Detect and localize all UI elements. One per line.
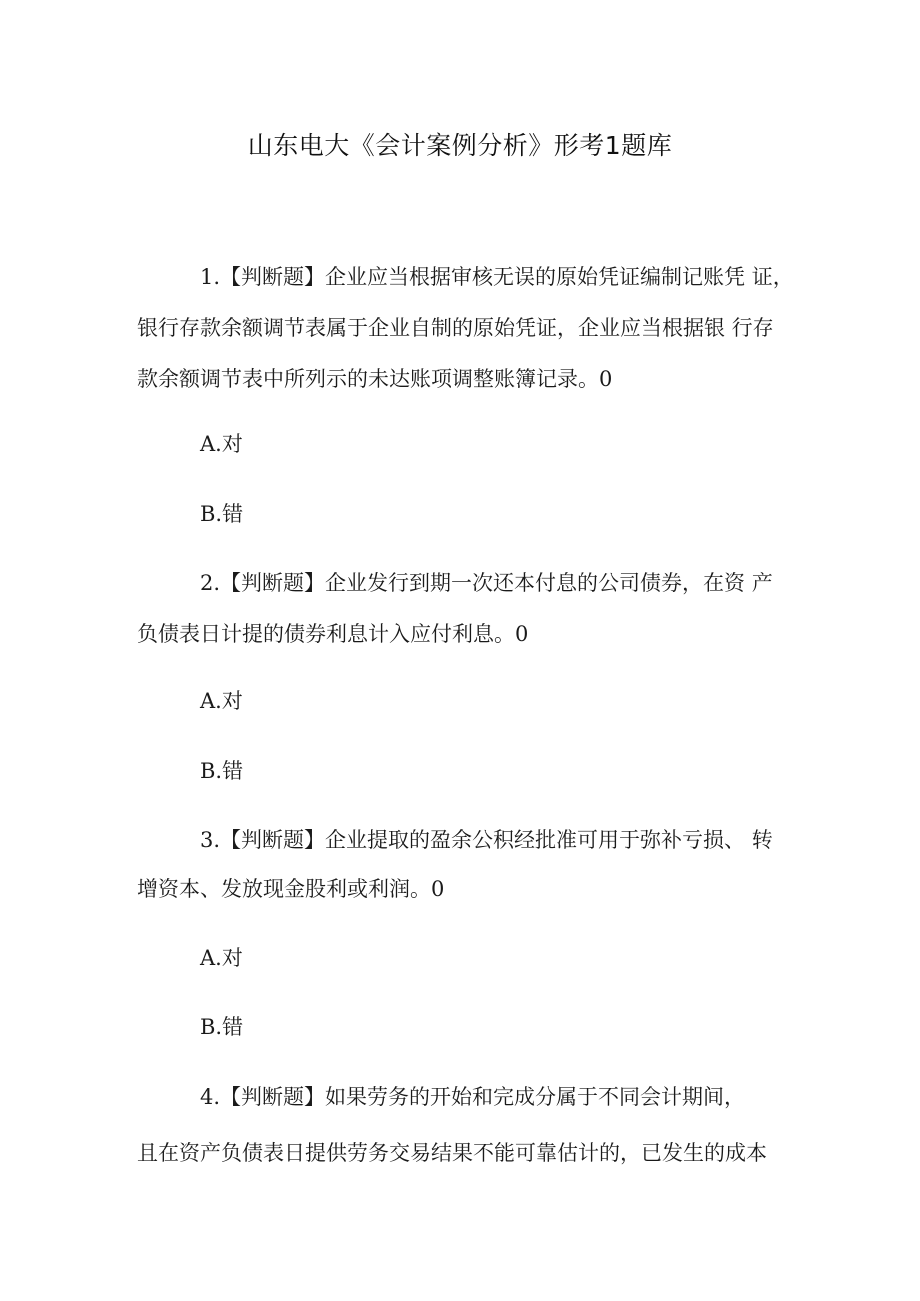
question-3-line-1: 3.【判断题】企业提取的盈余公积经批准可用于弥补亏损、 转 bbox=[200, 828, 773, 852]
question-1-option-a: A.对 bbox=[200, 432, 243, 456]
question-3-option-b: B.错 bbox=[200, 1015, 244, 1039]
question-1-line-1: 1.【判断题】企业应当根据审核无误的原始凭证编制记账凭 证， bbox=[200, 265, 794, 289]
question-1-option-b: B.错 bbox=[200, 502, 244, 526]
question-2-line-2: 负债表日计提的债券利息计入应付利息。0 bbox=[137, 622, 529, 646]
question-3-line-2: 增资本、发放现金股利或利润。0 bbox=[137, 877, 445, 901]
question-2-option-b: B.错 bbox=[200, 759, 244, 783]
question-4-line-2: 且在资产负债表日提供劳务交易结果不能可靠估计的，已发生的成本 bbox=[137, 1141, 767, 1165]
question-1-line-3: 款余额调节表中所列示的未达账项调整账簿记录。0 bbox=[137, 367, 613, 391]
question-1-line-2: 银行存款余额调节表属于企业自制的原始凭证，企业应当根据银 行存 bbox=[137, 316, 774, 340]
question-2-line-1: 2.【判断题】企业发行到期一次还本付息的公司债券，在资 产 bbox=[200, 571, 773, 595]
page-title: 山东电大《会计案例分析》形考1题库 bbox=[247, 131, 673, 160]
question-2-option-a: A.对 bbox=[200, 689, 243, 713]
question-3-option-a: A.对 bbox=[200, 946, 243, 970]
question-4-line-1: 4.【判断题】如果劳务的开始和完成分属于不同会计期间， bbox=[200, 1085, 746, 1109]
